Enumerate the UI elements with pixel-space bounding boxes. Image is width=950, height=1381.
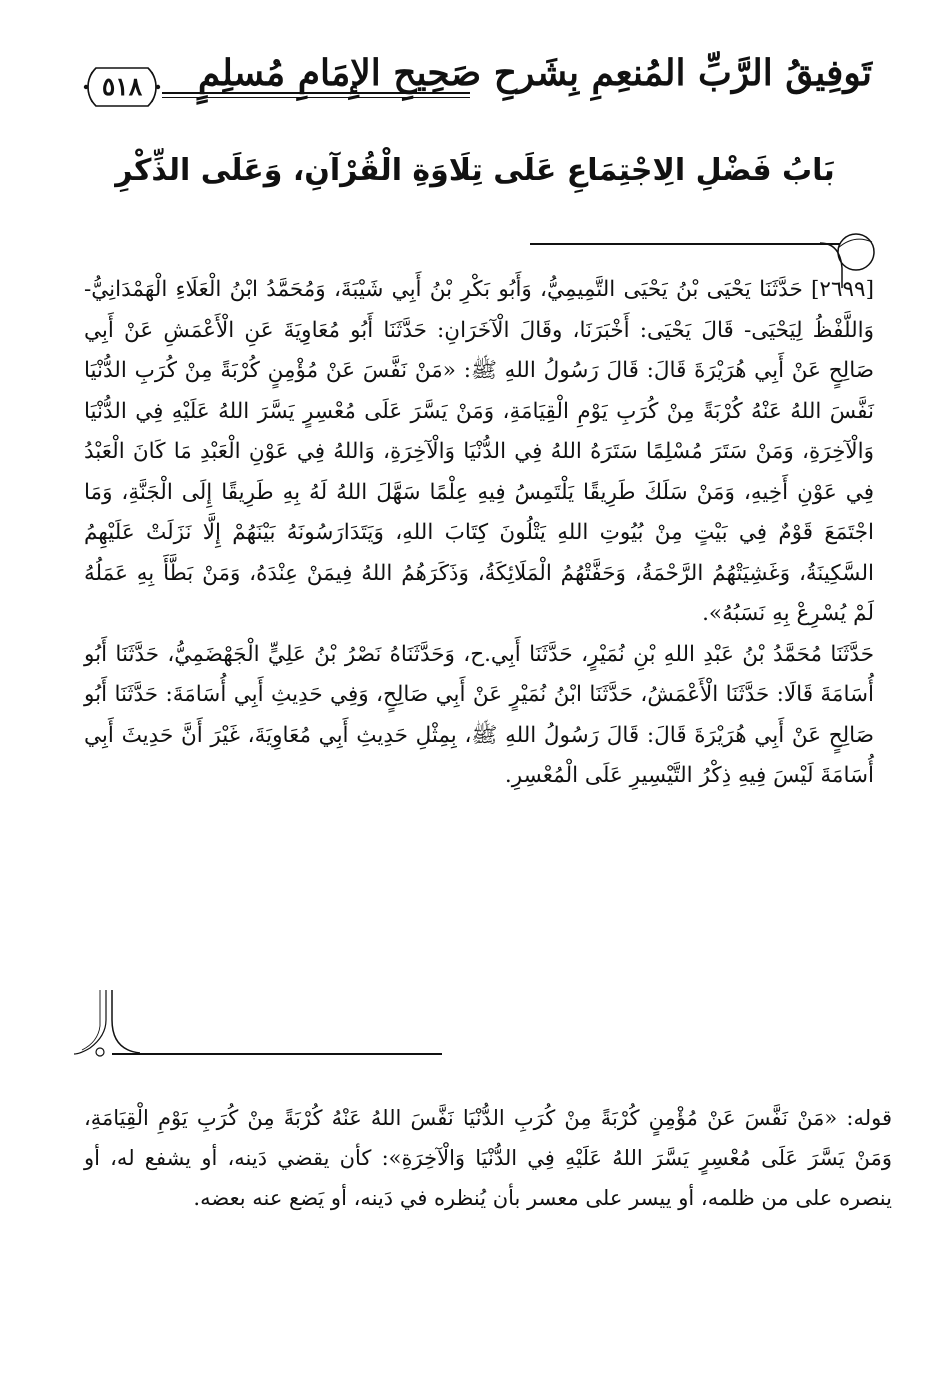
book-title: تَوفِيقُ الرَّبِّ المُنعِمِ بِشَرحِ صَحِيحِ الإِمَامِ مُسلِمٍ	[197, 52, 872, 94]
commentary-text	[84, 1098, 892, 1218]
chapter-title: بَابُ فَضْلِ الِاجْتِمَاعِ عَلَى تِلَاوَةِ الْقُرْآنِ، وَعَلَى الذِّكْرِ	[115, 153, 835, 188]
hadith-paragraph: حَدَّثَنَا مُحَمَّدُ بْنُ عَبْدِ اللهِ بْنِ نُمَيْرٍ، حَدَّثَنَا أَبِي.ح، وَحَدَّثَنَاهُ نَصْرُ بْنُ عَلِيٍّ الْجَهْضَمِيُّ، حَدَّثَنَا أَبُو أُسَامَةَ قَالَا: حَدَّثَنَا الْأَعْمَشُ، حَدَّثَنَا ابْنُ نُمَيْرٍ عَنْ أَبِي صَالِحٍ، وَفِي حَدِيثِ أَبِي أُسَامَةَ: حَدَّثَنَا أَبُو صَالِحٍ عَنْ أَبِي هُرَيْرَةَ قَالَ: قَالَ رَسُولُ اللهِ ﷺ، بِمِثْلِ حَدِيثِ أَبِي مُعَاوِيَةَ، غَيْرَ أَنَّ حَدِيثَ أَبِي أُسَامَةَ لَيْسَ فِيهِ ذِكْرُ التَّيْسِيرِ عَلَى الْمُعْسِرِ.	[84, 641, 874, 788]
frame-bottom-rule	[112, 1053, 442, 1055]
frame-top-rule	[530, 243, 840, 245]
hadith-paragraph: [٢٦٩٩] حَدَّثَنَا يَحْيَى بْنُ يَحْيَى التَّمِيمِيُّ، وَأَبُو بَكْرِ بْنُ أَبِي شَيْبَةَ، وَمُحَمَّدُ ابْنُ الْعَلَاءِ الْهَمْدَانِيُّ- وَاللَّفْظُ لِيَحْيَى- قَالَ يَحْيَى: أَخْبَرَنَا، وقَالَ الْآخَرَانِ: حَدَّثَنَا أَبُو مُعَاوِيَةَ عَنِ الْأَعْمَشِ عَنْ أَبِي صَالِحٍ عَنْ أَبِي هُرَيْرَةَ قَالَ: قَالَ رَسُولُ اللهِ ﷺ: «مَنْ نَفَّسَ عَنْ مُؤْمِنٍ كُرْبَةً مِنْ كُرَبِ الدُّنْيَا نَفَّسَ اللهُ عَنْهُ كُرْبَةً مِنْ كُرَبِ يَوْمِ الْقِيَامَةِ، وَمَنْ يَسَّرَ عَلَى مُعْسِرٍ يَسَّرَ اللهُ عَلَيْهِ فِي الدُّنْيَا وَالْآخِرَةِ، وَمَنْ سَتَرَ مُسْلِمًا سَتَرَهُ اللهُ فِي الدُّنْيَا وَالْآخِرَةِ، وَاللهُ فِي عَوْنِ الْعَبْدِ مَا كَانَ الْعَبْدُ فِي عَوْنِ أَخِيهِ، وَمَنْ سَلَكَ طَرِيقًا يَلْتَمِسُ فِيهِ عِلْمًا سَهَّلَ اللهُ لَهُ بِهِ طَرِيقًا إِلَى الْجَنَّةِ، وَمَا اجْتَمَعَ قَوْمٌ فِي بَيْتٍ مِنْ بُيُوتِ اللهِ يَتْلُونَ كِتَابَ اللهِ، وَيَتَدَارَسُونَهُ بَيْنَهُمْ إِلَّا نَزَلَتْ عَلَيْهِمُ السَّكِينَةُ، وَغَشِيَتْهُمُ الرَّحْمَةُ، وَحَفَّتْهُمُ الْمَلَائِكَةُ، وَذَكَرَهُمُ اللهُ فِيمَنْ عِنْدَهُ، وَمَنْ بَطَّأَ بِهِ عَمَلُهُ لَمْ يُسْرِعْ بِهِ نَسَبُهُ».	[84, 277, 874, 626]
page-number-frame	[82, 64, 162, 110]
page-number: ٥١٨	[101, 72, 143, 101]
hadith-text	[84, 270, 874, 797]
running-header	[82, 52, 872, 122]
corner-ornament-icon	[70, 990, 140, 1060]
commentary-paragraph: قوله: «مَنْ نَفَّسَ عَنْ مُؤْمِنٍ كُرْبَةً مِنْ كُرَبِ الدُّنْيَا نَفَّسَ اللهُ عَنْهُ كُرْبَةً مِنْ كُرَبِ يَوْمِ الْقِيَامَةِ، وَمَنْ يَسَّرَ عَلَى مُعْسِرٍ يَسَّرَ اللهُ عَلَيْهِ فِي الدُّنْيَا وَالْآخِرَةِ»: كأن يقضي دَينه، أو يشفع له، أو ينصره على من ظلمه، أو ييسر على معسر بأن يُنظره في دَينه، أو يَضع عنه بعضه.	[84, 1106, 892, 1210]
header-rule	[162, 97, 470, 98]
